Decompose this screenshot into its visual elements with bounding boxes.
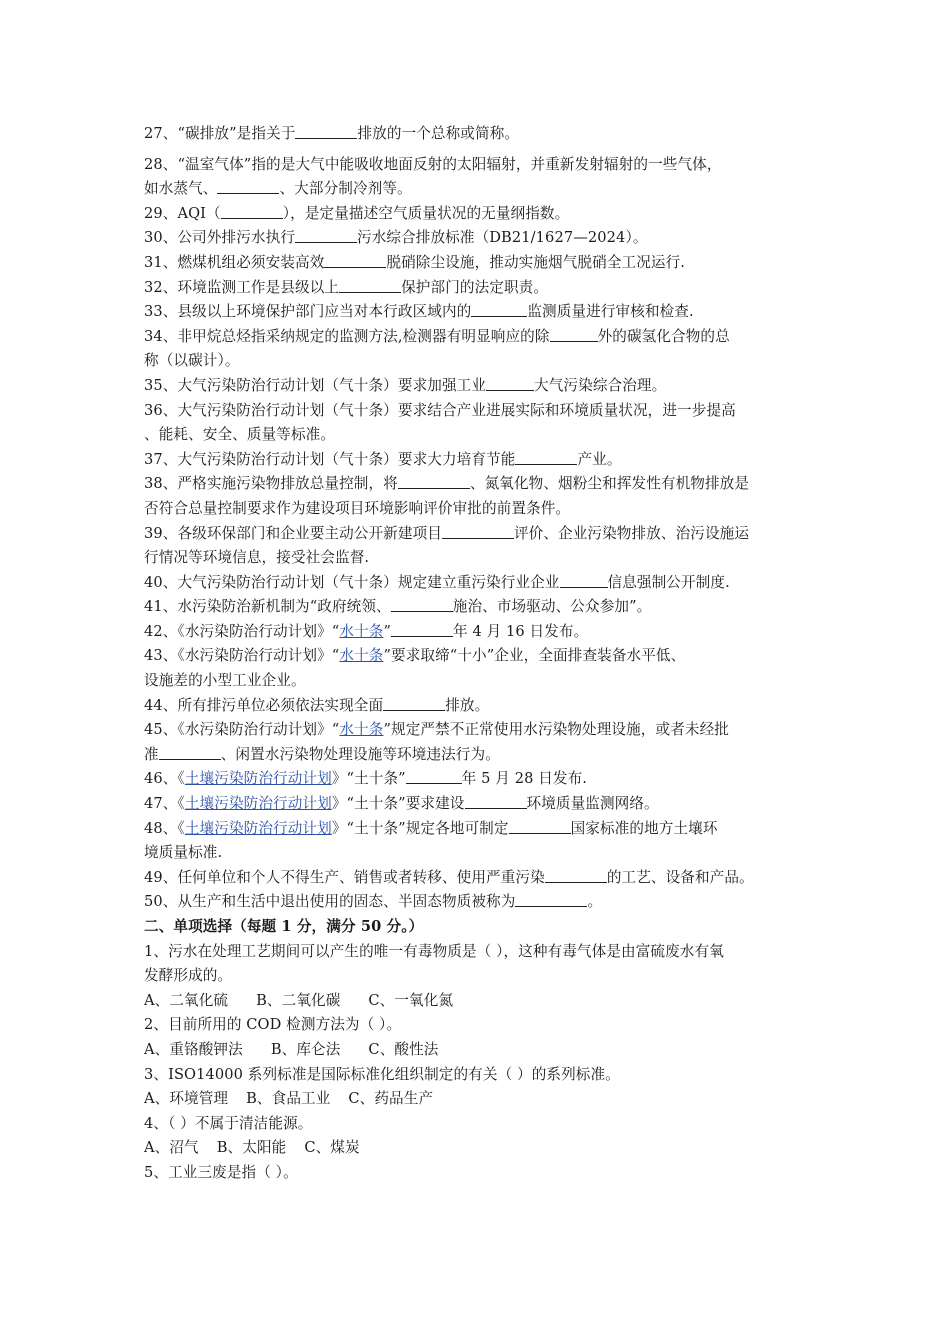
answer-blank [471,301,527,317]
choice-question-5: 5、工业三废是指（ ）。 [144,1163,298,1181]
soil-ten-link[interactable]: 土壤污染防治行动计划 [184,819,332,837]
choice-question-4: 4、（ ）不属于清洁能源。 [144,1114,313,1132]
question-36: 36、大气污染防治行动计划（气十条）要求结合产业进展实际和环境质量状况，进一步提高 [144,401,736,419]
answer-blank [465,793,527,809]
soil-ten-link[interactable]: 土壤污染防治行动计划 [184,795,332,813]
question-46: 46、《土壤污染防治行动计划》“土十条” 年 5 月 28 日发布. [144,770,588,788]
answer-blank [217,178,279,194]
question-35: 35、大气污染防治行动计划（气十条）要求加强工业 大气污染综合治理。 [144,376,667,394]
option-a: A、二氧化硫 [144,991,229,1009]
question-38-line2: 否符合总量控制要求作为建设项目环境影响评价审批的前置条件。 [144,499,571,517]
water-ten-link[interactable]: 水十条 [339,647,384,665]
option-c: C、一氧化氮 [368,991,454,1009]
answer-blank [550,326,598,342]
answer-blank [515,891,587,907]
option-b: B、库仑法 [270,1040,341,1058]
question-34-line2: 称（以碳计）。 [144,352,240,370]
option-a: A、环境管理 [144,1090,229,1108]
question-42: 42、《水污染防治行动计划》“水十条” 年 4 月 16 日发布。 [144,622,589,640]
question-43-line2: 设施差的小型工业企业。 [144,672,306,690]
answer-blank [159,744,221,760]
question-37: 37、大气污染防治行动计划（气十条）要求大力培育节能 产业。 [144,450,622,468]
choice-question-1: 1、污水在处理工艺期间可以产生的唯一有毒物质是（ ），这种有毒气体是由富硫废水有氧 [144,942,724,960]
answer-blank [560,572,608,588]
question-39-line2: 行情况等环境信息，接受社会监督. [144,549,370,567]
answer-blank [515,449,577,465]
choice-options-2 [144,1038,814,1063]
answer-blank [221,203,283,219]
question-34: 34、非甲烷总烃指采纳规定的监测方法,检测器有明显响应的除 外的碳氢化合物的总 [144,327,730,345]
answer-blank [339,277,401,293]
question-49: 49、任何单位和个人不得生产、销售或者转移、使用严重污染 的工艺、设备和产品。 [144,868,754,886]
answer-blank [442,523,514,539]
answer-blank [324,252,386,268]
choice-question-3: 3、ISO14000 系列标准是国际标准化组织制定的有关（ ）的系列标准。 [144,1065,620,1083]
choice-question-2: 2、目前所用的 COD 检测方法为（ ）。 [144,1016,402,1034]
option-c: C、药品生产 [348,1090,434,1108]
option-a: A、重铬酸钾法 [144,1040,243,1058]
answer-blank [295,123,357,139]
answer-blank [391,621,453,637]
question-30: 30、公司外排污水执行 污水综合排放标准（DB21/1627—2024）。 [144,229,648,247]
question-45: 45、《水污染防治行动计划》“水十条”规定严禁不正常使用水污染物处理设施，或者未经批 [144,721,729,739]
option-c: C、煤炭 [304,1139,360,1157]
option-c: C、酸性法 [368,1040,439,1058]
answer-blank [398,473,470,489]
section-heading: 二、单项选择（每题 1 分，满分 50 分。） [144,918,424,935]
question-50: 50、从生产和生活中退出使用的固态、半固态物质被称为 。 [144,893,603,911]
option-b: B、太阳能 [216,1139,287,1157]
question-31: 31、燃煤机组必须安装高效 脱硝除尘设施，推动实施烟气脱硝全工况运行. [144,253,686,271]
question-40: 40、大气污染防治行动计划（气十条）规定建立重污染行业企业 信息强制公开制度. [144,573,730,591]
option-b: B、二氧化碳 [256,991,341,1009]
question-28-line2: 如水蒸气、 、大部分制冷剂等。 [144,180,412,198]
soil-ten-link[interactable]: 土壤污染防治行动计划 [184,770,332,788]
question-33: 33、县级以上环境保护部门应当对本行政区域内的 监测质量进行审核和检查. [144,303,694,321]
question-48: 48、《土壤污染防治行动计划》“土十条”规定各地可制定 国家标准的地方土壤环 [144,819,718,837]
choice-options-3 [144,1087,814,1112]
question-44: 44、所有排污单位必须依法实现全面 排放。 [144,696,490,714]
water-ten-link[interactable]: 水十条 [339,721,384,739]
water-ten-link[interactable]: 水十条 [339,622,384,640]
option-b: B、食品工业 [246,1090,331,1108]
question-48-line2: 境质量标准. [144,844,223,862]
document-content [144,122,814,1186]
answer-blank [295,227,357,243]
question-29: 29、AQI（ ），是定量描述空气质量状况的无量纲指数。 [144,204,570,222]
question-32: 32、环境监测工作是县级以上 保护部门的法定职责。 [144,278,549,296]
question-39: 39、各级环保部门和企业要主动公开新建项目 评价、企业污染物排放、治污设施运 [144,524,750,542]
answer-blank [509,818,571,834]
question-47: 47、《土壤污染防治行动计划》“土十条”要求建设 环境质量监测网络。 [144,795,659,813]
answer-blank [545,867,607,883]
question-45-line2: 准 、闲置水污染物处理设施等环境违法行为。 [144,745,500,763]
question-27: 27、“碳排放”是指关于 排放的一个总称或简称。 [144,125,520,142]
choice-options-4 [144,1136,814,1161]
question-38: 38、严格实施污染物排放总量控制，将 、氮氧化物、烟粉尘和挥发性有机物排放是 [144,475,750,493]
answer-blank [406,768,462,784]
question-41: 41、水污染防治新机制为“政府统领、 施治、市场驱动、公众参加”。 [144,598,652,616]
question-36-line2: 、能耗、安全、质量等标准。 [144,426,336,444]
answer-blank [383,695,445,711]
question-28: 28、“温室气体”指的是大气中能吸收地面反射的太阳辐射，并重新发射辐射的一些气体， [144,155,722,173]
answer-blank [391,596,453,612]
answer-blank [486,375,534,391]
question-43: 43、《水污染防治行动计划》“水十条”要求取缔“十小”企业，全面排查装备水平低、 [144,647,686,665]
option-a: A、沼气 [144,1139,199,1157]
choice-question-1-line2: 发酵形成的。 [144,967,233,985]
choice-options-1 [144,989,814,1014]
